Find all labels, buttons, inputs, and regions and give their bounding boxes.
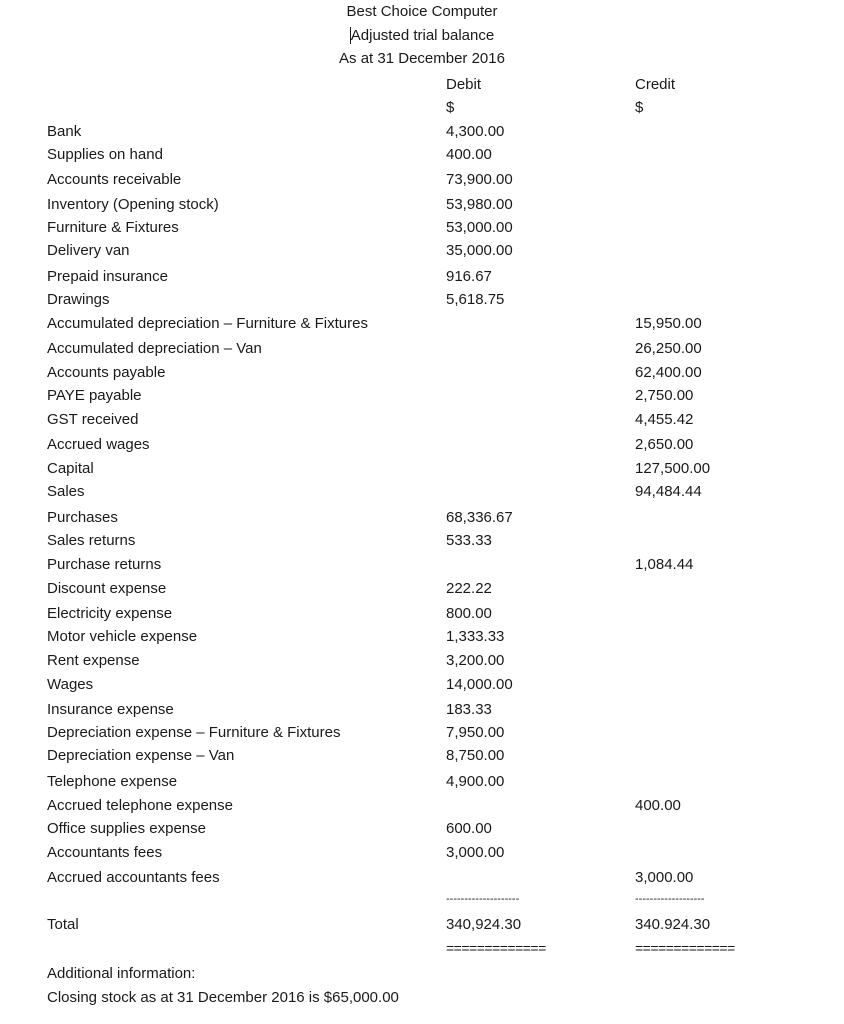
credit-amount: 26,250.00 — [635, 340, 702, 357]
account-label: Sales — [47, 483, 85, 500]
credit-amount: 2,650.00 — [635, 436, 694, 453]
debit-amount: 4,900.00 — [446, 773, 505, 790]
account-label: Telephone expense — [47, 773, 178, 790]
debit-amount: 533.33 — [446, 532, 492, 549]
debit-amount: 14,000.00 — [446, 676, 513, 693]
debit-amount: 53,980.00 — [446, 196, 513, 213]
account-label: Sales returns — [47, 532, 136, 549]
credit-amount: 400.00 — [635, 797, 681, 814]
account-label: Accrued accountants fees — [47, 869, 220, 886]
company-name: Best Choice Computer — [346, 3, 498, 20]
debit-amount: 800.00 — [446, 605, 492, 622]
credit-amount: 15,950.00 — [635, 315, 702, 332]
account-label: Accounts receivable — [47, 171, 182, 188]
account-label: Bank — [47, 123, 82, 140]
account-label: Drawings — [47, 291, 110, 308]
credit-currency: $ — [635, 99, 644, 116]
account-label: Accumulated depreciation – Furniture & Fixtures — [47, 315, 368, 332]
account-label: Delivery van — [47, 242, 130, 259]
debit-amount: 400.00 — [446, 146, 492, 163]
account-label: Purchases — [47, 509, 118, 526]
debit-amount: 68,336.67 — [446, 509, 513, 526]
debit-amount: 916.67 — [446, 268, 492, 285]
debit-amount: 183.33 — [446, 701, 492, 718]
total-label: Total — [47, 916, 79, 933]
debit-single-rule: -------------------- — [446, 893, 520, 905]
debit-amount: 7,950.00 — [446, 724, 505, 741]
account-label: Accounts payable — [47, 364, 166, 381]
debit-amount: 5,618.75 — [446, 291, 505, 308]
account-label: Office supplies expense — [47, 820, 206, 837]
account-label: Purchase returns — [47, 556, 162, 573]
account-label: Motor vehicle expense — [47, 628, 198, 645]
debit-amount: 3,200.00 — [446, 652, 505, 669]
account-label: Inventory (Opening stock) — [47, 196, 219, 213]
account-label: Rent expense — [47, 652, 140, 669]
additional-info-text: Closing stock as at 31 December 2016 is $65,000.00 — [47, 989, 399, 1006]
account-label: Furniture & Fixtures — [47, 219, 179, 236]
account-label: Capital — [47, 460, 94, 477]
total-debit: 340,924.30 — [446, 916, 522, 933]
account-label: Accrued telephone expense — [47, 797, 233, 814]
debit-amount: 8,750.00 — [446, 747, 505, 764]
account-label: Insurance expense — [47, 701, 174, 718]
account-label: Supplies on hand — [47, 146, 163, 163]
account-label: Accumulated depreciation – Van — [47, 340, 262, 357]
report-title-text: Adjusted trial balance — [350, 27, 495, 44]
credit-double-rule: ============= — [635, 940, 735, 956]
debit-amount: 4,300.00 — [446, 123, 505, 140]
credit-single-rule: ------------------- — [635, 893, 705, 905]
account-label: Accrued wages — [47, 436, 150, 453]
account-label: Accountants fees — [47, 844, 163, 861]
credit-amount: 2,750.00 — [635, 387, 694, 404]
account-label: Electricity expense — [47, 605, 173, 622]
account-label: Depreciation expense – Van — [47, 747, 235, 764]
account-label: Wages — [47, 676, 94, 693]
credit-column-header: Credit — [635, 76, 676, 93]
account-label: Prepaid insurance — [47, 268, 168, 285]
debit-amount: 73,900.00 — [446, 171, 513, 188]
credit-amount: 1,084.44 — [635, 556, 694, 573]
total-credit: 340.924.30 — [635, 916, 711, 933]
credit-amount: 62,400.00 — [635, 364, 702, 381]
account-label: PAYE payable — [47, 387, 142, 404]
account-label: GST received — [47, 411, 139, 428]
additional-info-heading: Additional information: — [47, 965, 196, 982]
debit-amount: 1,333.33 — [446, 628, 505, 645]
debit-column-header: Debit — [446, 76, 482, 93]
debit-amount: 53,000.00 — [446, 219, 513, 236]
account-label: Depreciation expense – Furniture & Fixtures — [47, 724, 341, 741]
debit-amount: 35,000.00 — [446, 242, 513, 259]
account-label: Discount expense — [47, 580, 167, 597]
credit-amount: 94,484.44 — [635, 483, 702, 500]
debit-double-rule: ============= — [446, 940, 546, 956]
debit-currency: $ — [446, 99, 455, 116]
credit-amount: 127,500.00 — [635, 460, 711, 477]
debit-amount: 3,000.00 — [446, 844, 505, 861]
credit-amount: 3,000.00 — [635, 869, 694, 886]
debit-amount: 222.22 — [446, 580, 492, 597]
credit-amount: 4,455.42 — [635, 411, 694, 428]
report-date: As at 31 December 2016 — [339, 50, 505, 67]
report-title — [0, 27, 844, 44]
debit-amount: 600.00 — [446, 820, 492, 837]
